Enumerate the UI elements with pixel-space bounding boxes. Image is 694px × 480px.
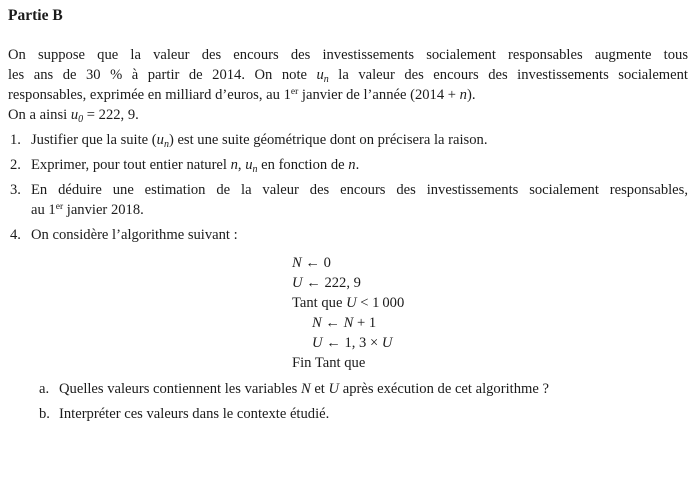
text-segment: Interpréter ces valeurs dans le contexte étudié. (59, 406, 330, 422)
question-number: 2. (10, 157, 21, 173)
math-variable-U: U (381, 335, 393, 351)
math-variable-N: N (292, 255, 302, 271)
text-segment: ← 1, 3 × (322, 335, 382, 351)
math-subscript: 0 (78, 114, 84, 125)
text-segment: Tant que (292, 295, 347, 311)
text-segment: , (237, 157, 246, 173)
question-2 (10, 155, 688, 175)
text-segment: janvier de l’année (2014 + (298, 87, 460, 103)
subquestion-a (39, 379, 688, 399)
page-title: Partie B (8, 7, 63, 24)
ordinal-superscript: er (55, 202, 64, 212)
question-text (31, 155, 688, 175)
text-segment: ← (321, 315, 344, 331)
text-segment: ← 0 (301, 255, 331, 271)
algo-line-while (292, 293, 688, 313)
math-variable-u: u (245, 157, 253, 173)
text-segment: janvier 2018. (63, 202, 144, 218)
algorithm-block (292, 253, 688, 373)
text-segment: en fonction de (257, 157, 349, 173)
text-segment: la valeur des encours des investissements socialement (328, 67, 688, 83)
text-segment: au 1 (31, 202, 56, 218)
question-number: 1. (10, 132, 21, 148)
intro-line-1 (8, 45, 688, 65)
text-segment: ← 222, 9 (302, 275, 361, 291)
text-segment: responsables, exprimée en milliard d’euros, au 1 (8, 87, 291, 103)
intro-line-4 (8, 105, 688, 125)
algo-line-init-u (292, 273, 688, 293)
text-segment: Justifier que la suite ( (31, 132, 157, 148)
math-variable-U: U (312, 335, 323, 351)
question-text (31, 130, 688, 150)
subquestion-label: b. (39, 406, 50, 422)
math-variable-u: u (70, 107, 79, 123)
math-variable-n: n (348, 157, 356, 173)
math-variable-N: N (312, 315, 322, 331)
subquestion-text (59, 404, 688, 424)
math-variable-n: n (230, 157, 238, 173)
text-segment: On considère l’algorithme suivant : (31, 227, 238, 243)
question-3-line-1 (31, 180, 688, 200)
intro-line-3 (8, 85, 688, 105)
question-3-line-2 (31, 200, 688, 220)
math-subscript: n (163, 139, 169, 150)
intro-paragraph (8, 45, 688, 125)
subquestion-label: a. (39, 381, 50, 397)
question-3 (10, 180, 688, 220)
algo-line-increment-n (312, 313, 688, 333)
subquestion-b (39, 404, 688, 424)
text-segment: Quelles valeurs contiennent les variables (59, 381, 301, 397)
question-text (31, 225, 688, 245)
math-variable-N: N (343, 315, 354, 331)
text-segment: En déduire une estimation de la valeur des encours des investissements socialement responsables, (31, 182, 688, 198)
math-variable-n: n (459, 87, 467, 103)
question-1 (10, 130, 688, 150)
question-text (31, 180, 688, 220)
text-segment: après exécution de cet algorithme ? (339, 381, 549, 397)
text-segment: On suppose que la valeur des encours des investissements socialement responsables augmente tous (8, 47, 688, 63)
question-number: 3. (10, 182, 21, 198)
math-subscript: n (252, 164, 258, 175)
text-segment: les ans de 30 % à partir de 2014. On note (8, 67, 317, 83)
text-segment: ) est une suite géométrique dont on précisera la raison. (168, 132, 488, 148)
math-subscript: n (323, 74, 329, 85)
algo-line-update-u (312, 333, 688, 353)
text-segment: ). (466, 87, 476, 103)
text-segment: et (310, 381, 329, 397)
text-segment: . (355, 157, 360, 173)
subquestions-list (39, 379, 688, 424)
text-segment: + 1 (353, 315, 377, 331)
question-number: 4. (10, 227, 21, 243)
math-variable-N: N (300, 381, 311, 397)
math-variable-U: U (292, 275, 303, 291)
algo-line-end-while (292, 353, 688, 373)
text-segment: Exprimer, pour tout entier naturel (31, 157, 231, 173)
intro-line-2 (8, 65, 688, 85)
questions-list (8, 130, 688, 245)
text-segment: Fin Tant que (292, 355, 366, 371)
algo-line-init-n (292, 253, 688, 273)
text-segment: On a ainsi (8, 107, 71, 123)
math-variable-u: u (156, 132, 164, 148)
math-variable-u: u (316, 67, 324, 83)
text-segment: < 1 000 (356, 295, 405, 311)
text-segment: = 222, 9. (83, 107, 139, 123)
math-variable-U: U (346, 295, 357, 311)
math-variable-U: U (328, 381, 340, 397)
question-4 (10, 225, 688, 245)
ordinal-superscript: er (290, 87, 299, 97)
subquestion-text (59, 379, 688, 399)
